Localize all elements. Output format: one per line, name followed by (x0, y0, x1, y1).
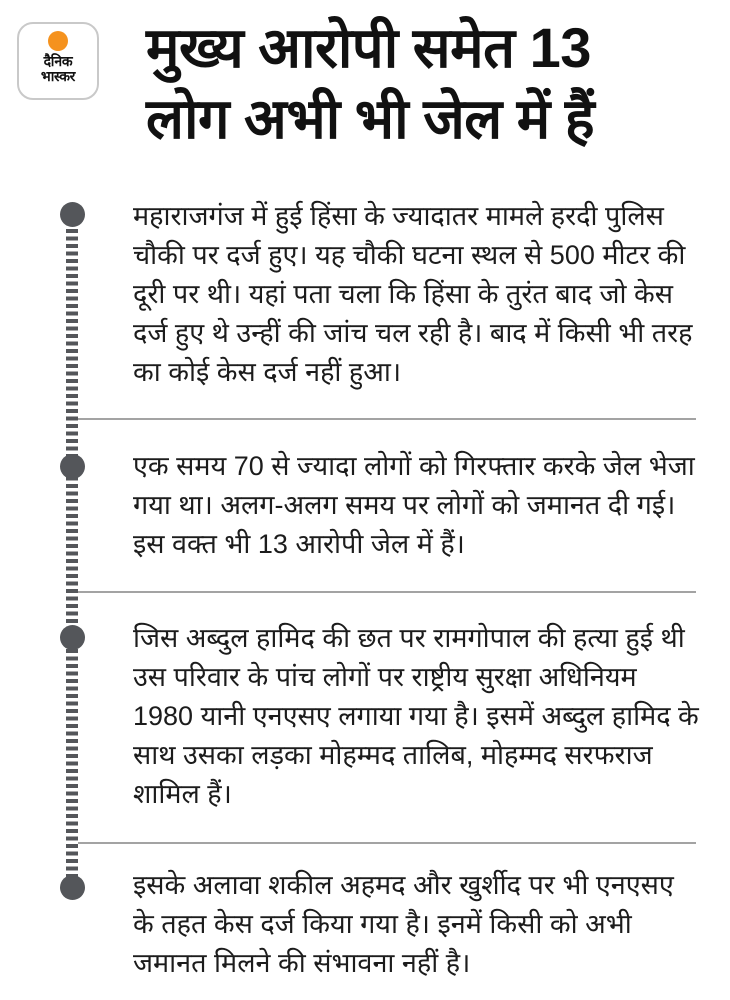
timeline-item-text: महाराजगंज में हुई हिंसा के ज्यादातर मामले हरदी पुलिस चौकी पर दर्ज हुए। यह चौकी घटना स्थल से 500 मीटर की दूरी पर थी। यहां पता चला कि हिंसा के तुरंत बाद जो केस दर्ज हुए थे उन्हीं की जांच चल रही है। बाद में किसी भी तरह का कोई केस दर्ज नहीं हुआ। (133, 201, 693, 387)
divider (78, 418, 696, 420)
divider (78, 591, 696, 593)
timeline-bullet-icon (60, 202, 85, 227)
logo-brand-line2: भास्कर (40, 68, 76, 84)
timeline-item-text: इसके अलावा शकील अहमद और खुर्शीद पर भी एनएसए के तहत केस दर्ज किया गया है। इनमें किसी को अभी जमानत मिलने की संभावना नहीं है। (133, 870, 674, 978)
divider (78, 842, 696, 844)
timeline-bullet-icon (60, 625, 85, 650)
timeline-item-text: जिस अब्दुल हामिद की छत पर रामगोपाल की हत्या हुई थी उस परिवार के पांच लोगों पर राष्ट्रीय सुरक्षा अधिनियम 1980 यानी एनएसए लगाया गया है। इसमें अब्दुल हामिद के साथ उसका लड़का मोहम्मद तालिब, मोहम्मद सरफराज शामिल हैं। (133, 623, 699, 809)
dainik-bhaskar-logo (17, 22, 99, 100)
logo-brand-line1: दैनिक (43, 53, 73, 69)
timeline-dashed-line (66, 214, 78, 888)
timeline-bullet-icon (60, 454, 85, 479)
headline-line-1: मुख्य आरोपी समेत 13 (146, 16, 591, 79)
sun-icon (48, 31, 68, 51)
page-title (146, 12, 721, 154)
timeline-item-text: एक समय 70 से ज्यादा लोगों को गिरफ्तार करके जेल भेजा गया था। अलग-अलग समय पर लोगों को जमानत दी गई। इस वक्त भी 13 आरोपी जेल में हैं। (133, 451, 695, 559)
timeline-bullet-icon (60, 875, 85, 900)
headline-line-2: लोग अभी भी जेल में हैं (146, 87, 595, 150)
